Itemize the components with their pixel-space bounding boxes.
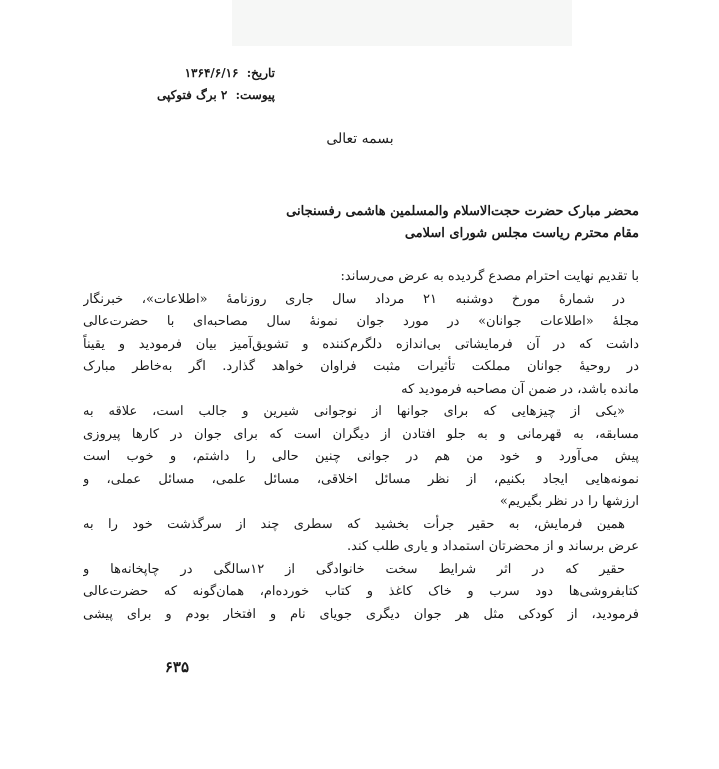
- page-number: ۶۳۵: [164, 658, 189, 676]
- attachment-value: ۲ برگ فتوکپی: [156, 88, 228, 102]
- body-line: فرمودید، از کودکی مثل هر جوان دیگری جویای نام و افتخار بودم و برای پیشی: [83, 606, 639, 622]
- body-line: ارزشها را در نظر بگیریم»: [499, 494, 639, 509]
- body-line: در شمارهٔ مورخ دوشنبه ۲۱ مرداد سال جاری روزنامهٔ «اطلاعات»، خبرنگار: [83, 291, 625, 307]
- body-line: عرض برساند و از محضرتان استمداد و یاری طلب کند.: [347, 539, 639, 554]
- body-line: همین فرمایش، به حقیر جرأت بخشید که سطری چند از سرگذشت خود را به: [83, 516, 625, 532]
- body-line: در روحیهٔ جوانان مملکت تأثیرات مثبت فراوان خواهد گذارد. اگر به‌خاطر مبارک: [83, 359, 639, 374]
- body-line: حقیر که در اثر شرایط سخت خانوادگی از ۱۲سالگی در چاپخانه‌ها و: [83, 561, 625, 577]
- letter-body: [83, 266, 639, 626]
- body-line: پیش می‌آورد و خود من هم در جوانی چنین حالی را داشتم، و خوب است: [83, 449, 639, 464]
- attachment-line: [45, 88, 275, 102]
- attachment-label: پیوست:: [235, 88, 275, 102]
- body-line: کتابفروشی‌ها دود سرب و خاک کاغذ و کتاب خورده‌ام، همان‌گونه که حضرت‌عالی: [83, 584, 639, 599]
- body-line: مانده باشد، در ضمن آن مصاحبه فرمودید که: [401, 381, 639, 397]
- addressee-line-2: مقام محترم ریاست مجلس شورای اسلامی: [404, 226, 639, 241]
- date-line: [45, 66, 275, 80]
- body-line: مجلهٔ «اطلاعات جوانان» در مورد جوان نمونهٔ سال مصاحبه‌ای با حضرت‌عالی: [83, 314, 639, 329]
- date-label: تاریخ:: [246, 66, 275, 80]
- body-line: داشت که در آن فرمایشاتی بی‌اندازه دلگرم‌کننده و تشویق‌آمیز بیان فرمودید و یقیناً: [83, 336, 639, 352]
- body-line: با تقدیم نهایت احترام مصدع گردیده به عرض می‌رساند:: [340, 269, 639, 284]
- body-line: «یکی از چیزهایی که برای جوانها از نوجوانی شیرین و جالب است، علاقه به: [83, 404, 625, 419]
- body-line: نمونه‌هایی ایجاد بکنیم، از نظر مسائل اخلاقی، مسائل علمی، مسائل عملی، و: [83, 471, 639, 487]
- invocation-heading: بسمه تعالی: [326, 131, 394, 147]
- date-value: ۱۳۶۴/۶/۱۶: [184, 66, 239, 80]
- addressee-line-1: محضر مبارک حضرت حجت‌الاسلام والمسلمین هاشمی رفسنجانی: [286, 204, 639, 219]
- body-line: مسابقه، به قهرمانی و به جلو افتادن از دیگران است که برای جوان در کارها پیروزی: [83, 426, 639, 442]
